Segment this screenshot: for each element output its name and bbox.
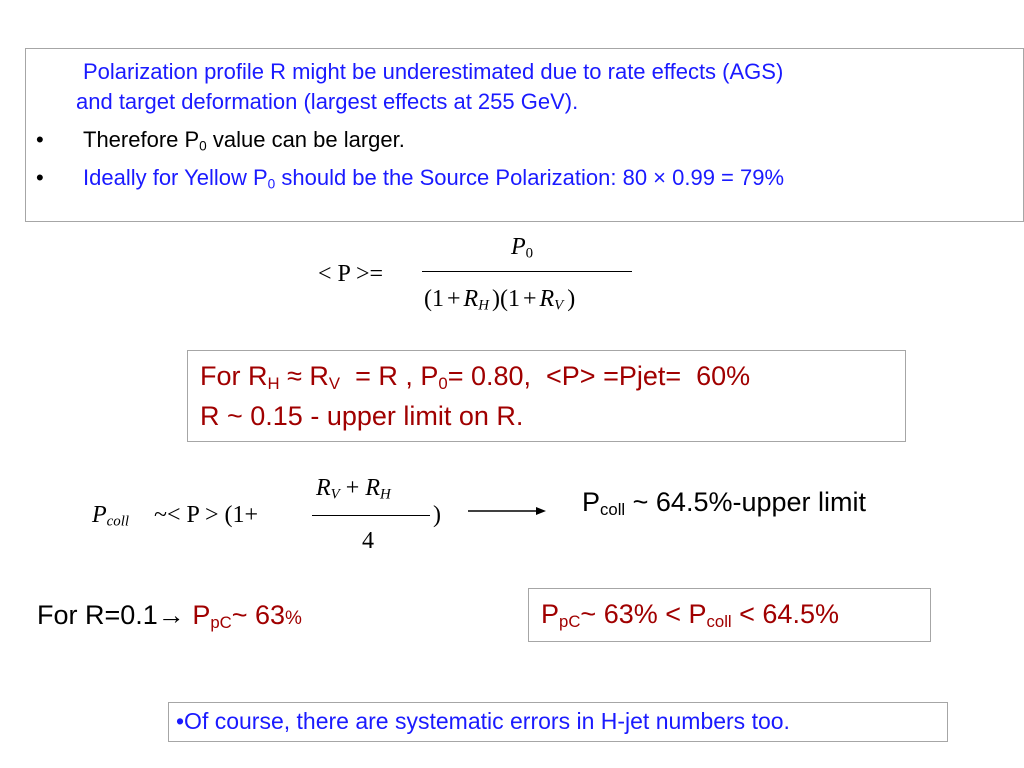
bullet-2-text [83,165,784,191]
formula1-den-plus: + [447,286,461,312]
ineq-mid: ~ 63% < P [580,599,707,629]
pcoll-rest: ~ 64.5%-upper limit [625,487,867,517]
formula1-den-close: ) [567,286,576,312]
formula2-coll: coll [106,513,129,530]
formula2-num-h: H [379,486,391,503]
bullet-1-part-a: Therefore P [83,127,200,152]
formula2-p: P [92,502,107,528]
bullet-1-text [83,127,405,153]
assumption-part-c: = R , P [340,361,439,391]
formula2-denominator: 4 [362,528,374,554]
top-text-box [25,48,1024,222]
assumption-box [187,350,906,442]
forR-pct: % [285,608,302,629]
assumption-line-1 [200,361,750,392]
formula1-den-plus2: + [522,286,537,312]
bullet-2-sub: 0 [267,176,276,192]
bullet-marker-2: • [36,165,44,190]
formula1-num-p: P [511,234,526,260]
bullet-2-part-b: should be the Source Polarization: 80 × 0.99 = 79% [275,165,785,190]
forR-b: ~ 63 [231,600,286,630]
p-coll-upper-limit [582,487,866,518]
formula1-den-r2: R [539,286,555,312]
formula2-close: ) [433,502,441,528]
assumption-part-a: For R [200,361,268,391]
formula2-num-r1: R [316,475,331,501]
for-r-line [37,600,302,631]
ineq-sub1: pC [559,612,581,632]
bullet-2-part-a: Ideally for Yellow P [83,165,268,190]
assumption-line-2: R ~ 0.15 - upper limit on R. [200,401,524,431]
formula1-num-sub: 0 [525,245,534,262]
formula-p-coll [92,472,472,562]
formula1-den-h: H [478,297,489,314]
ineq-sub2: coll [706,612,732,632]
formula2-num-r2: R [365,475,380,501]
formula1-den-v: V [554,297,564,314]
ineq-end: < 64.5% [731,599,839,629]
formula2-lhs [92,502,129,529]
assumption-sub-v: V [328,374,341,394]
forR-a: For R=0.1→ [37,600,193,630]
bullet-1-part-b: value can be larger. [206,127,405,152]
bullet-marker-1: • [36,127,44,152]
inequality-text [541,599,839,630]
formula2-numerator [316,475,391,502]
pcoll-sub: coll [600,500,626,520]
assumption-sub-h: H [267,374,280,394]
formula2-num-plus: + [345,475,360,501]
formula1-den-open: (1 [424,286,444,312]
inequality-box [528,588,931,642]
formula1-numerator [511,234,533,261]
assumption-sub-0: 0 [438,374,448,394]
formula1-lhs: < P >= [318,261,384,287]
formula1-fraction-bar [422,271,632,272]
forR-p: P [192,600,211,630]
note-text: •Of course, there are systematic errors in H-jet numbers too. [176,708,790,734]
forR-sub: pC [210,613,232,633]
top-line-2: and target deformation (largest effects at 255 GeV). [76,89,579,114]
note-box [168,702,948,742]
formula1-denominator [424,286,575,313]
ineq-p1: P [541,599,560,629]
assumption-part-d: = 0.80, <P> =Pjet= 60% [447,361,751,391]
formula2-num-v: V [330,486,340,503]
formula2-fraction-bar [312,515,430,516]
pcoll-p: P [582,487,601,517]
formula-average-polarization [318,234,648,324]
formula1-den-r: R [463,286,479,312]
formula2-mid: ~< P > (1+ [154,502,259,528]
formula1-den-mid: )(1 [491,286,520,312]
assumption-part-b: ≈ R [279,361,329,391]
top-line-1: Polarization profile R might be underestimated due to rate effects (AGS) [83,59,784,84]
bullet-1-sub: 0 [199,138,207,154]
right-arrow-icon [468,503,548,519]
